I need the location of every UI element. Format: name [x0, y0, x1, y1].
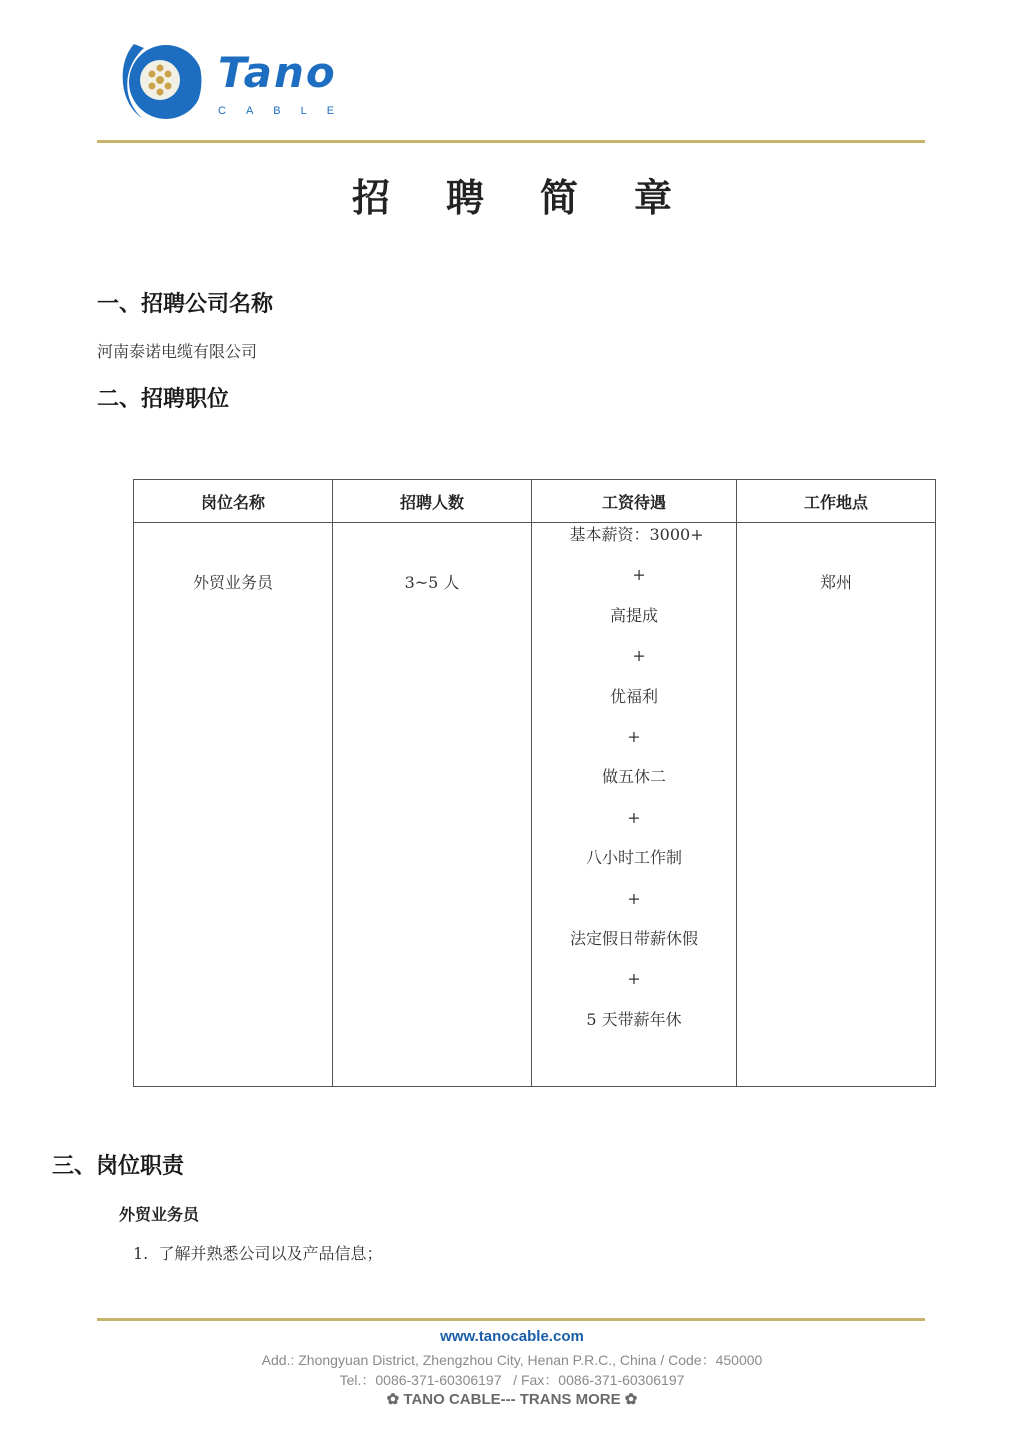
section-heading-company: 一、招聘公司名称: [97, 292, 274, 317]
position-value: 外贸业务员: [192, 573, 273, 592]
flower-icon: ✿: [624, 1391, 638, 1408]
footer-website-link[interactable]: www.tanocable.com: [440, 1328, 584, 1345]
page-title: 招聘简章: [351, 175, 728, 220]
positions-table: [133, 479, 936, 1087]
slogan-text: TANO CABLE--- TRANS MORE: [403, 1391, 621, 1408]
salary-line: 5 天带薪年休: [586, 1009, 682, 1029]
footer-phone: Tel.：0086-371-60306197 / Fax：0086-371-60306197: [339, 1372, 685, 1388]
salary-line: 法定假日带薪休假: [569, 928, 698, 948]
salary-line: 高提成: [609, 605, 658, 625]
cell-position: [134, 523, 333, 1087]
footer-slogan: [0, 1390, 1024, 1408]
location-value: 郑州: [819, 573, 852, 592]
cell-location: [737, 523, 936, 1087]
company-name: 河南泰诺电缆有限公司: [97, 342, 258, 361]
table-header-row: [134, 480, 936, 523]
header-location: 工作地点: [737, 480, 936, 523]
salary-line: +: [622, 565, 646, 585]
flower-icon: ✿: [386, 1391, 400, 1408]
section-heading-positions: 二、招聘职位: [97, 387, 230, 412]
footer-divider: [97, 1318, 925, 1321]
footer-address: Add.: Zhongyuan District, Zhengzhou City, Henan P.R.C., China / Code：450000: [261, 1352, 763, 1368]
duty-item: 1. 了解并熟悉公司以及产品信息；: [133, 1244, 383, 1263]
salary-line: +: [627, 726, 641, 746]
table-row: [134, 523, 936, 1087]
logo-subtitle: CABLE: [218, 105, 355, 117]
company-logo: [114, 34, 374, 126]
salary-line: +: [627, 807, 641, 827]
logo-emblem-icon: [114, 34, 214, 126]
header-salary: 工资待遇: [532, 480, 737, 523]
duties-role: 外贸业务员: [119, 1205, 200, 1224]
cell-salary: [532, 523, 737, 1087]
salary-line: +: [622, 646, 646, 666]
salary-line: +: [627, 888, 641, 908]
salary-line: 八小时工作制: [585, 848, 682, 868]
logo-wordmark: Tano: [218, 48, 337, 97]
header-divider: [97, 140, 925, 143]
header-count: 招聘人数: [333, 480, 532, 523]
salary-line: 基本薪资：3000+: [564, 525, 704, 544]
cell-count: [333, 523, 532, 1087]
header-position: 岗位名称: [134, 480, 333, 523]
salary-line: 优福利: [609, 686, 658, 706]
salary-line: 做五休二: [601, 767, 666, 787]
salary-line: +: [627, 969, 641, 989]
section-heading-duties: 三、岗位职责: [52, 1154, 185, 1179]
count-value: 3~5 人: [404, 573, 460, 592]
